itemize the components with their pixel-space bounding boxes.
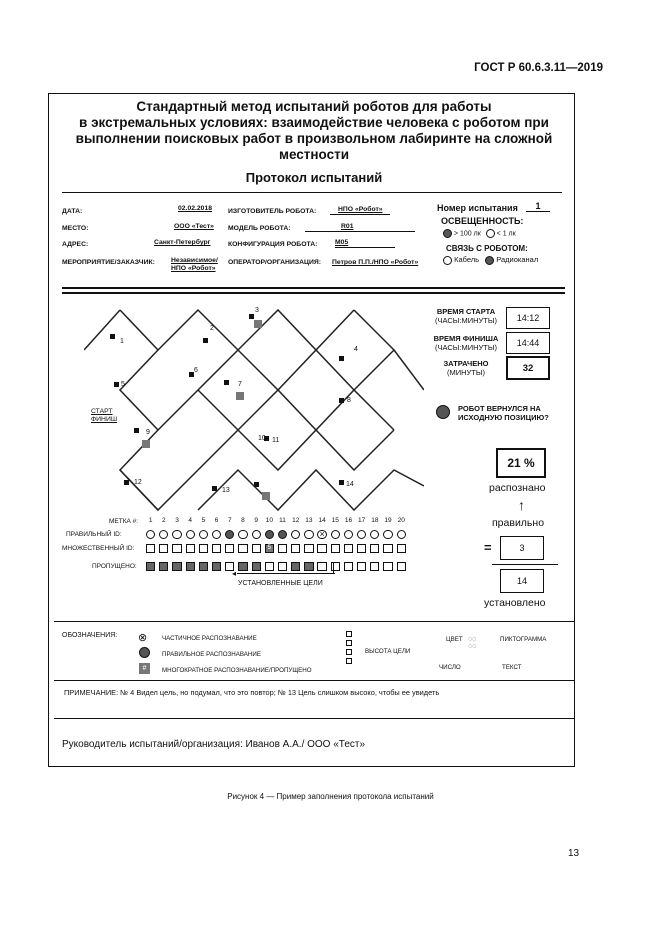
finish-time-label: ВРЕМЯ ФИНИША (ЧАСЫ:МИНУТЫ) [433,334,499,352]
comm-cable-radio-icon [443,256,452,265]
correct-id-cell [357,530,366,539]
mark-number: 6 [214,517,219,524]
target-marker [203,338,208,343]
score-installed-label: установлено [484,597,546,609]
address-value: Санкт-Петербург [154,239,211,246]
legend-panel [54,621,574,681]
score-recognized-label: распознано [489,482,546,494]
legend-pictogram: ПИКТОГРАММА [500,636,547,643]
correct-id-cell [397,530,406,539]
missed-cell [238,562,247,571]
missed-cell [291,562,300,571]
light-options [443,229,516,238]
event-value-1: Независимое/ [171,257,218,264]
model-underline [305,231,415,232]
maze-diagram [84,296,424,521]
trial-label: Номер испытания [437,203,518,213]
score-numerator: 3 [500,536,544,560]
mark-number: 18 [371,517,379,524]
missed-label: ПРОПУЩЕНО: [92,563,137,570]
address-label: АДРЕС: [62,241,89,248]
multi-id-cell [146,544,155,553]
model-label: МОДЕЛЬ РОБОТА: [228,225,291,232]
correct-id-cell: × [317,530,326,539]
arrow-up-icon: ↑ [518,497,525,513]
spent-time-label: ЗАТРАЧЕНО (МИНУТЫ) [443,359,489,377]
event-label: МЕРОПРИЯТИЕ/ЗАКАЗЧИК: [62,259,155,266]
note-text: ПРИМЕЧАНИЕ: № 4 Видел цель, но подумал, что это повтор; № 13 Цель слишком высоко, чтобы ее увидеть [64,688,440,697]
target-marker [212,486,217,491]
date-value: 02.02.2018 [178,205,213,212]
spent-time-value: 32 [506,356,550,380]
legend-multi: МНОГОКРАТНОЕ РАСПОЗНАВАНИЕ/ПРОПУЩЕНО [162,667,312,674]
multi-id-cell [199,544,208,553]
legend-correct: ПРАВИЛЬНОЕ РАСПОЗНАВАНИЕ [162,651,261,658]
start-time-label: ВРЕМЯ СТАРТА (ЧАСЫ:МИНУТЫ) [434,307,497,325]
multi-id-cell [317,544,326,553]
missed-cell [370,562,379,571]
maker-value: НПО «Робот» [338,206,383,213]
correct-target-mark [262,492,270,500]
comm-options [443,255,538,265]
date-label: ДАТА: [62,208,83,215]
missed-cell [199,562,208,571]
comm-label: СВЯЗЬ С РОБОТОМ: [446,244,528,253]
comm-radio-label: Радиоканал [496,255,539,264]
missed-cell [278,562,287,571]
page-number: 13 [568,848,580,859]
legend-color: ЦВЕТ [446,636,463,643]
comm-radio-selected-icon [485,256,494,265]
standard-header: ГОСТ Р 60.6.3.11—2019 [474,62,603,74]
multi-id-cell [383,544,392,553]
mark-number: 19 [384,517,392,524]
finish-label: ФИНИШ [91,416,118,423]
maze-target-label: 4 [354,346,358,353]
missed-cell [397,562,406,571]
multi-id-label: МНОЖЕСТВЕННЫЙ ID: [62,545,135,552]
trial-value: 1 [526,201,550,212]
mark-number: 13 [305,517,313,524]
mark-number: 1 [148,517,153,524]
mark-number: 8 [241,517,245,524]
maze-target-label: 12 [134,479,142,486]
target-marker [339,480,344,485]
missed-cell [159,562,168,571]
multi-id-cell [159,544,168,553]
missed-cell [304,562,313,571]
mark-number: 4 [188,517,193,524]
operator-label: ОПЕРАТОР/ОРГАНИЗАЦИЯ: [228,259,322,266]
correct-id-cell [265,530,274,539]
mark-number: 20 [397,517,405,524]
multi-id-cell [186,544,195,553]
maze-target-label: 13 [222,487,230,494]
config-underline [335,247,395,248]
correct-id-cell [331,530,340,539]
start-time-value: 14:12 [506,307,550,329]
operator-value: Петров П.П./НПО «Робот» [332,259,419,266]
mark-number: 2 [162,517,166,524]
config-label: КОНФИГУРАЦИЯ РОБОТА: [228,241,318,248]
missed-row [146,562,410,571]
target-marker [339,398,344,403]
return-question: РОБОТ ВЕРНУЛСЯ НА ИСХОДНУЮ ПОЗИЦИЮ? [458,404,549,422]
correct-target-mark [142,440,150,448]
maze-target-label: 14 [346,481,354,488]
partial-circle-icon: ⊗ [138,632,148,644]
maze-target-label: 3 [255,307,259,314]
legend-partial: ЧАСТИЧНОЕ РАСПОЗНАВАНИЕ [162,635,257,642]
target-marker [224,380,229,385]
mark-number: 7 [227,517,232,524]
comm-cable-label: Кабель [454,255,480,264]
mark-number: 17 [358,517,366,524]
form-subtitle: Протокол испытаний [245,170,383,185]
figure-caption: Рисунок 4 — Пример заполнения протокола испытаний [227,792,434,801]
legend-title: ОБОЗНАЧЕНИЯ: [62,632,118,639]
multi-id-row [146,544,410,553]
mark-number: 15 [331,517,339,524]
maze-target-label: 10 [258,435,266,442]
light-lo-radio-icon [486,229,495,238]
multi-id-cell [252,544,261,553]
start-finish-label [91,408,117,424]
returned-selected-icon [436,405,450,419]
target-marker [124,480,129,485]
finish-time-value: 14:44 [506,332,550,354]
correct-id-cell [344,530,353,539]
installed-bracket-tick [333,562,334,573]
missed-cell [383,562,392,571]
correct-id-cell [278,530,287,539]
missed-cell [344,562,353,571]
manager-line: Руководитель испытаний/организация: Иванов А.А./ ООО «Тест» [62,739,366,750]
multi-id-cell [331,544,340,553]
thick-divider-2 [62,292,565,294]
mark-number: 12 [292,517,300,524]
multi-id-cell [357,544,366,553]
correct-id-label: ПРАВИЛЬНЫЙ ID: [66,531,122,538]
missed-cell [357,562,366,571]
mark-row-label: МЕТКА #: [109,518,139,525]
maze-target-label: 8 [347,397,351,404]
multi-id-cell: 5 [265,544,274,553]
maker-label: ИЗГОТОВИТЕЛЬ РОБОТА: [228,208,317,215]
legend-height: ВЫСОТА ЦЕЛИ [365,648,411,655]
maker-underline [330,214,390,215]
maze-target-label: 7 [238,381,242,388]
legend-number: ЧИСЛО [439,664,461,671]
light-hi-selected-icon [443,229,452,238]
light-label: ОСВЕЩЕННОСТЬ: [441,216,524,226]
legend-text: ТЕКСТ [502,664,522,671]
target-marker [339,356,344,361]
multi-id-cell [278,544,287,553]
missed-cell [146,562,155,571]
start-label: СТАРТ [91,408,113,415]
missed-cell [252,562,261,571]
correct-id-cell [186,530,195,539]
thick-divider-1 [62,287,565,289]
multi-id-cell [291,544,300,553]
maze-target-label: 9 [146,429,150,436]
equals-sign: = [484,540,492,555]
multi-id-cell [212,544,221,553]
mark-number: 9 [254,517,258,524]
correct-id-cell [159,530,168,539]
mark-number: 14 [318,517,326,524]
maze-target-label: 11 [272,437,280,444]
correct-id-cell [172,530,181,539]
note-panel [54,681,574,719]
mark-number: 3 [175,517,179,524]
correct-target-mark [254,320,262,328]
mark-number: 16 [344,517,353,524]
correct-target-mark [236,392,244,400]
light-hi-label: > 100 лк [453,230,481,238]
multi-id-cell [238,544,247,553]
mark-number: 10 [265,517,273,524]
divider [62,192,562,193]
target-marker [110,334,115,339]
multi-id-cell [397,544,406,553]
multi-id-cell [225,544,234,553]
multi-id-cell [370,544,379,553]
height-squares-icon [346,631,352,667]
missed-cell [317,562,326,571]
correct-id-cell [252,530,261,539]
correct-id-cell [383,530,392,539]
multi-id-cell [172,544,181,553]
maze-target-label: 2 [210,325,214,332]
correct-id-cell [146,530,155,539]
missed-cell [186,562,195,571]
correct-id-cell [304,530,313,539]
correct-id-cell [199,530,208,539]
installed-targets-label: УСТАНОВЛЕННЫЕ ЦЕЛИ [238,580,323,587]
score-correct-label: правильно [492,517,545,529]
correct-id-cell [238,530,247,539]
correct-id-cell [370,530,379,539]
place-value: ООО «Тест» [174,223,214,230]
installed-bracket [237,573,335,574]
multi-id-cell [304,544,313,553]
mark-number: 11 [279,517,286,524]
maze-target-label: 5 [121,381,125,388]
maze-target-label: 6 [194,367,198,374]
missed-cell [172,562,181,571]
arrow-left-icon: ◂ [232,569,237,578]
correct-id-cell [212,530,221,539]
missed-cell [265,562,274,571]
light-lo-label: < 1 лк [496,230,516,238]
target-marker [249,314,254,319]
correct-id-cell [225,530,234,539]
score-percent: 21 % [496,448,546,478]
multi-id-cell [344,544,353,553]
multi-hash-icon: # [139,663,150,674]
model-value: R01 [341,223,354,230]
mark-number-row [146,517,410,526]
target-marker [134,428,139,433]
missed-cell [212,562,221,571]
score-denominator: 14 [500,569,544,593]
event-value-2: НПО «Робот» [171,265,216,272]
correct-id-row [146,530,410,539]
mark-number: 5 [201,517,206,524]
target-marker [114,382,119,387]
fraction-line [492,564,558,565]
correct-id-cell [291,530,300,539]
form-title: Стандартный метод испытаний роботов для работы в экстремальных условиях: взаимодействие человека с роботом при выполнении поисковых работ в произвольном лабиринте на сложной местности [75,99,553,162]
correct-filled-icon [139,647,150,658]
config-value: M05 [335,239,349,246]
quad-circles-icon: ◌ ◌ ◌ ◌ [468,636,476,650]
place-label: МЕСТО: [62,225,89,232]
target-marker [254,482,259,487]
maze-target-label: 1 [120,338,124,345]
